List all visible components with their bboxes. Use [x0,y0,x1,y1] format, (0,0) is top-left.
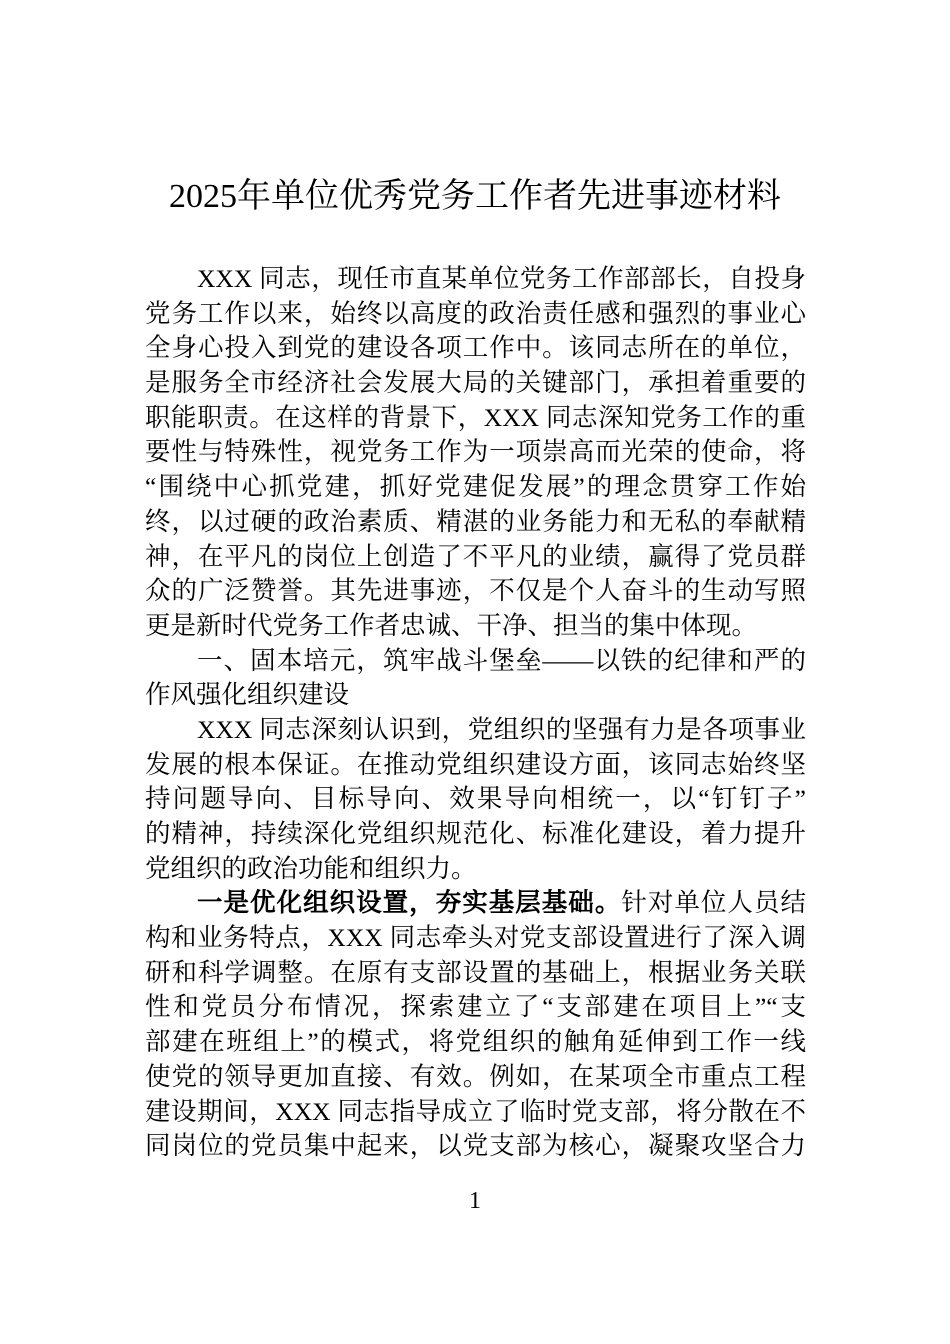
text-line: 终，以过硬的政治素质、精湛的业务能力和无私的奉献精 [145,506,806,536]
text-line: 同岗位的党员集中起来，以党支部为核心，凝聚攻坚合力 [145,1131,806,1161]
section-heading [145,644,806,713]
text-line: “围绕中心抓党建，抓好党建促发展”的理念贯穿工作始 [145,472,806,502]
text-line: 性和党员分布情况，探索建立了“支部建在项目上”“支 [145,992,806,1022]
text-line: 是服务全市经济社会发展大局的关键部门，承担着重要的 [145,368,806,398]
text-line: 的精神，持续深化党组织规范化、标准化建设，着力提升 [145,819,806,848]
text-line: XXX 同志，现任市直某单位党务工作部部长，自投身 [197,264,806,293]
text-line: 使党的领导更加直接、有效。例如，在某项全市重点工程 [145,1061,806,1091]
paragraph-intro [145,262,806,644]
paragraph-point-one [145,886,806,1164]
text-line: XXX 同志深刻认识到，党组织的坚强有力是各项事业 [197,714,806,744]
document-title: 2025年单位优秀党务工作者先进事迹材料 [169,178,781,215]
text-line: 党组织的政治功能和组织力。 [145,853,477,883]
text-line: 作风强化组织建设 [145,680,350,710]
text-line: 部建在班组上”的模式，将党组织的触角延伸到工作一线 [145,1027,806,1057]
text-line: 发展的根本保证。在推动党组织建设方面，该同志始终坚 [145,749,806,779]
text-line [145,886,806,921]
text-line: 建设期间，XXX 同志指导成立了临时党支部，将分散在不 [145,1096,806,1126]
text-line: 职能职责。在这样的背景下，XXX 同志深知党务工作的重 [145,402,806,432]
bold-lead: 一是优化组织设置，夯实基层基础。 [197,888,622,918]
text-line: 要性与特殊性，视党务工作为一项崇高而光荣的使命，将 [145,437,806,467]
paragraph-section-intro [145,713,806,886]
text-line: 持问题导向、目标导向、效果导向相统一，以“钉钉子” [145,784,806,814]
text-line: 更是新时代党务工作者忠诚、干净、担当的集中体现。 [145,610,758,640]
page-number: 1 [469,1188,481,1214]
text-line: 神，在平凡的岗位上创造了不平凡的业绩，赢得了党员群 [145,541,806,571]
text-line: 研和科学调整。在原有支部设置的基础上，根据业务关联 [145,957,806,987]
document-body [145,262,806,1164]
text-line: 构和业务特点，XXX 同志牵头对党支部设置进行了深入调 [145,923,806,953]
text-line: 众的广泛赞誉。其先进事迹，不仅是个人奋斗的生动写照 [145,576,806,606]
text-run: 针对单位人员结 [621,888,806,918]
text-line: 一、固本培元，筑牢战斗堡垒——以铁的纪律和严的 [197,645,806,675]
text-line: 党务工作以来，始终以高度的政治责任感和强烈的事业心 [145,298,806,328]
text-line: 全身心投入到党的建设各项工作中。该同志所在的单位， [145,333,806,363]
